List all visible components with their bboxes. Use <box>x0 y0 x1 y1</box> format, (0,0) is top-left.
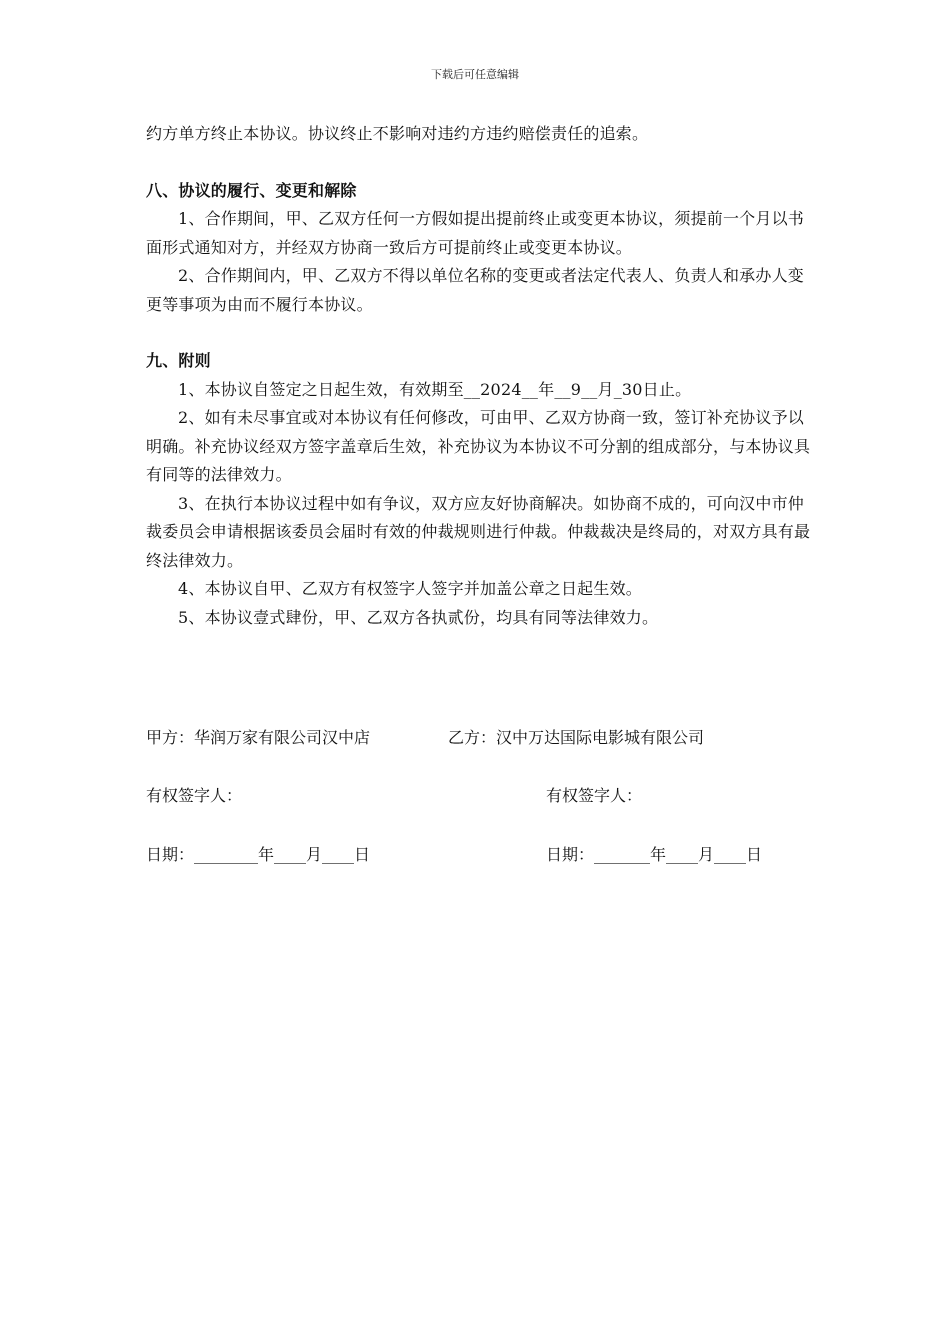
document-body <box>146 120 812 632</box>
validity-prefix: 1、本协议自签定之日起生效，有效期至 <box>178 379 464 399</box>
page-header: 下载后可任意编辑 <box>431 68 519 81</box>
party-b: 乙方：汉中万达国际电影城有限公司 <box>448 728 705 747</box>
validity-month-unit: 月 <box>597 379 614 399</box>
signer-row <box>146 784 812 808</box>
paragraph: 约方单方终止本协议。协议终止不影响对违约方违约赔偿责任的追索。 <box>146 124 649 143</box>
paragraph: 2、合作期间内，甲、乙双方不得以单位名称的变更或者法定代表人、负责人和承办人变更等事项为由而不履行本协议。 <box>146 266 804 314</box>
party-row <box>146 726 812 750</box>
date-b: 日期：_______年____月____日 <box>546 845 763 864</box>
paragraph: 5、本协议壹式肆份，甲、乙双方各执贰份，均具有同等法律效力。 <box>178 607 659 627</box>
party-a: 甲方：华润万家有限公司汉中店 <box>146 728 371 747</box>
paragraph: 4、本协议自甲、乙双方有权签字人签字并加盖公章之日起生效。 <box>178 579 642 598</box>
date-row <box>146 843 812 867</box>
signer-a: 有权签字人： <box>146 786 243 805</box>
validity-year-unit: 年 <box>538 379 555 399</box>
validity-month: __9__ <box>554 379 598 399</box>
paragraph: 3、在执行本协议过程中如有争议，双方应友好协商解决。如协商不成的，可向汉中市仲裁委员会申请根据该委员会届时有效的仲裁规则进行仲裁。仲裁裁决是终局的，对双方具有最终法律效力。 <box>146 493 811 570</box>
date-a: 日期：________年____月____日 <box>146 845 371 864</box>
signer-b: 有权签字人： <box>546 786 643 805</box>
validity-year: __2024__ <box>463 379 539 399</box>
validity-day: 30 <box>621 379 643 399</box>
paragraph-validity: 1、本协议自签定之日起生效，有效期至__2024__年__9__月_30日止。 <box>178 379 692 399</box>
paragraph: 1、合作期间，甲、乙双方任何一方假如提出提前终止或变更本协议，须提前一个月以书面形式通知对方，并经双方协商一致后方可提前终止或变更本协议。 <box>146 209 804 257</box>
paragraph: 2、如有未尽事宜或对本协议有任何修改，可由甲、乙双方协商一致，签订补充协议予以明确。补充协议经双方签字盖章后生效，补充协议为本协议不可分割的组成部分，与本协议具有同等的法律效力。 <box>146 408 811 484</box>
validity-suffix: 日止。 <box>642 379 692 399</box>
section-heading-8: 八、协议的履行、变更和解除 <box>146 180 357 200</box>
section-heading-9: 九、附则 <box>146 351 211 370</box>
